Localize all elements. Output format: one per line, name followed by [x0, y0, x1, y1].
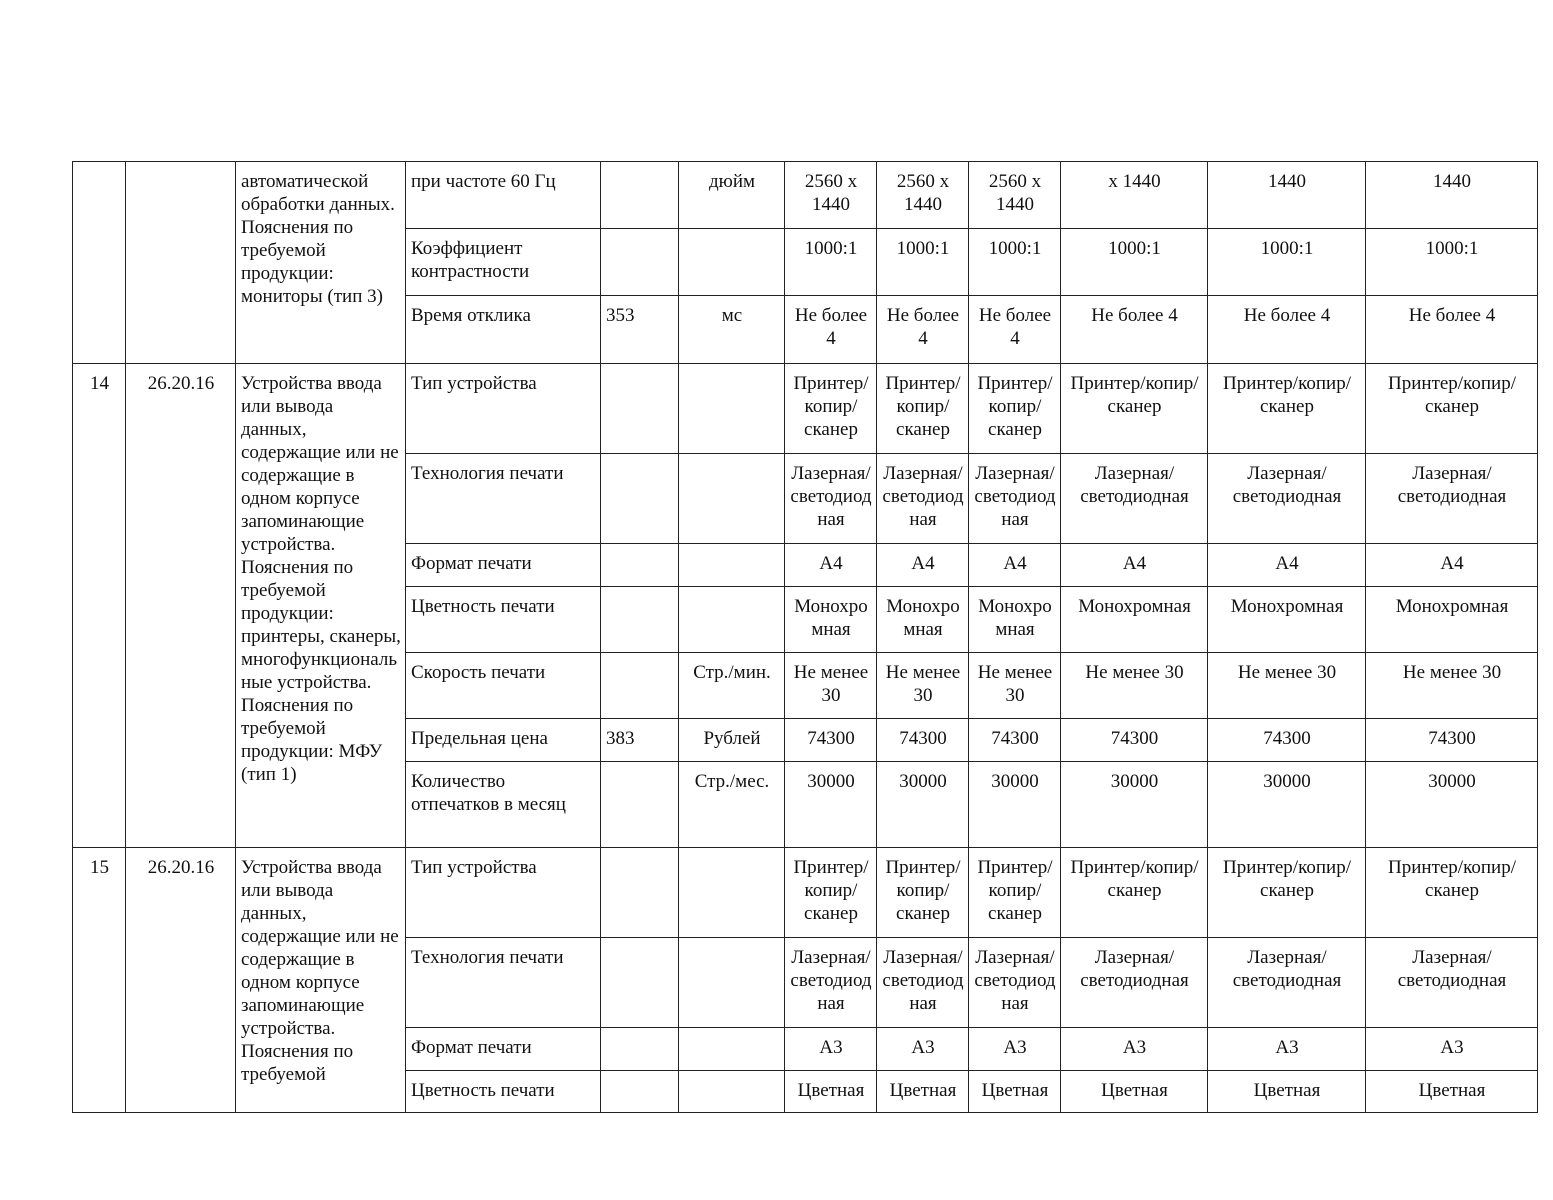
value-cell: 1440	[1366, 162, 1538, 229]
characteristic-label: Формат печати	[406, 1028, 601, 1071]
value-cell: Лазерная/светодиодная	[1061, 938, 1208, 1028]
characteristic-label: Скорость печати	[406, 653, 601, 719]
value-cell: 30000	[1061, 762, 1208, 848]
unit-cell: Стр./мин.	[679, 653, 785, 719]
value-cell: 74300	[1208, 719, 1366, 762]
value-cell: Принтер/копир/сканер	[785, 364, 877, 454]
value-cell: А3	[785, 1028, 877, 1071]
unit-cell	[679, 544, 785, 587]
value-cell: 1000:1	[1061, 229, 1208, 296]
unit-cell	[679, 587, 785, 653]
row-number-cell	[73, 162, 126, 364]
value-cell: 30000	[785, 762, 877, 848]
unit-cell	[679, 848, 785, 938]
product-name-cell: Устройства ввода или вывода данных, содержащие или не содержащие в одном корпусе запоминающие устройства. Пояснения по требуемой продукции: принтеры, сканеры, многофункциональные устройства. Пояснения по требуемой продукции: МФУ (тип 1)	[236, 364, 406, 848]
value-cell: Цветная	[969, 1071, 1061, 1113]
unit-cell	[679, 454, 785, 544]
unit-cell	[679, 938, 785, 1028]
product-name-cell: автоматической обработки данных. Пояснения по требуемой продукции: мониторы (тип 3)	[236, 162, 406, 364]
value-cell: Не более 4	[969, 296, 1061, 364]
okei-code-cell	[601, 544, 679, 587]
value-cell: 30000	[969, 762, 1061, 848]
value-cell: Не более 4	[785, 296, 877, 364]
value-cell: А4	[1366, 544, 1538, 587]
value-cell: Принтер/копир/сканер	[1061, 364, 1208, 454]
value-cell: Цветная	[1366, 1071, 1538, 1113]
okei-code-cell	[601, 653, 679, 719]
value-cell: Не менее 30	[1061, 653, 1208, 719]
value-cell: Лазерная/светодиодная	[785, 938, 877, 1028]
value-cell: 74300	[1366, 719, 1538, 762]
value-cell: 2560 х 1440	[969, 162, 1061, 229]
unit-cell: дюйм	[679, 162, 785, 229]
value-cell: Лазерная/светодиодная	[1061, 454, 1208, 544]
value-cell: Не более 4	[1366, 296, 1538, 364]
characteristic-label: Предельная цена	[406, 719, 601, 762]
value-cell: Лазерная/светодиодная	[1208, 938, 1366, 1028]
table-row	[73, 848, 1538, 938]
value-cell: Монохромная	[1366, 587, 1538, 653]
characteristic-label: при частоте 60 Гц	[406, 162, 601, 229]
characteristic-label: Технология печати	[406, 938, 601, 1028]
okei-code-cell	[601, 1028, 679, 1071]
value-cell: А3	[1366, 1028, 1538, 1071]
requirements-table	[72, 161, 1538, 1113]
characteristic-label: Количество отпечатков в месяц	[406, 762, 601, 848]
value-cell: 1000:1	[1208, 229, 1366, 296]
value-cell: Принтер/копир/сканер	[877, 364, 969, 454]
product-name-cell: Устройства ввода или вывода данных, содержащие или не содержащие в одном корпусе запоминающие устройства. Пояснения по требуемой	[236, 848, 406, 1113]
okei-code-cell	[601, 762, 679, 848]
value-cell: А3	[1208, 1028, 1366, 1071]
value-cell: Не менее 30	[1366, 653, 1538, 719]
characteristic-label: Коэффициент контрастности	[406, 229, 601, 296]
value-cell: Цветная	[785, 1071, 877, 1113]
value-cell: Лазерная/светодиодная	[877, 454, 969, 544]
okei-code-cell	[601, 229, 679, 296]
value-cell: 2560 х 1440	[877, 162, 969, 229]
okei-code-cell	[601, 162, 679, 229]
value-cell: Цветная	[877, 1071, 969, 1113]
value-cell: Не более 4	[1208, 296, 1366, 364]
unit-cell	[679, 229, 785, 296]
value-cell: Лазерная/светодиодная	[1366, 454, 1538, 544]
okei-code-cell	[601, 848, 679, 938]
value-cell: А3	[1061, 1028, 1208, 1071]
characteristic-label: Технология печати	[406, 454, 601, 544]
unit-cell	[679, 1071, 785, 1113]
value-cell: Принтер/копир/сканер	[1208, 848, 1366, 938]
value-cell: Монохромная	[969, 587, 1061, 653]
value-cell: 30000	[877, 762, 969, 848]
value-cell: А4	[1208, 544, 1366, 587]
value-cell: Принтер/копир/сканер	[1208, 364, 1366, 454]
value-cell: Лазерная/светодиодная	[785, 454, 877, 544]
value-cell: Монохромная	[785, 587, 877, 653]
value-cell: Лазерная/светодиодная	[969, 938, 1061, 1028]
value-cell: Лазерная/светодиодная	[969, 454, 1061, 544]
characteristic-label: Формат печати	[406, 544, 601, 587]
value-cell: А3	[877, 1028, 969, 1071]
value-cell: Монохромная	[1061, 587, 1208, 653]
value-cell: 1000:1	[785, 229, 877, 296]
okei-code-cell: 353	[601, 296, 679, 364]
characteristic-label: Время отклика	[406, 296, 601, 364]
value-cell: А4	[1061, 544, 1208, 587]
value-cell: А4	[785, 544, 877, 587]
value-cell: Принтер/копир/сканер	[1061, 848, 1208, 938]
value-cell: Принтер/копир/сканер	[877, 848, 969, 938]
unit-cell	[679, 364, 785, 454]
value-cell: Монохромная	[877, 587, 969, 653]
value-cell: А3	[969, 1028, 1061, 1071]
value-cell: Не менее 30	[1208, 653, 1366, 719]
characteristic-label: Тип устройства	[406, 848, 601, 938]
value-cell: Не менее 30	[785, 653, 877, 719]
value-cell: Не менее 30	[969, 653, 1061, 719]
value-cell: Принтер/копир/сканер	[969, 848, 1061, 938]
value-cell: 1000:1	[969, 229, 1061, 296]
okei-code-cell: 383	[601, 719, 679, 762]
value-cell: Лазерная/светодиодная	[1208, 454, 1366, 544]
characteristic-label: Цветность печати	[406, 587, 601, 653]
value-cell: 1000:1	[877, 229, 969, 296]
unit-cell: мс	[679, 296, 785, 364]
value-cell: Принтер/копир/сканер	[785, 848, 877, 938]
value-cell: Монохромная	[1208, 587, 1366, 653]
okpd-code-cell: 26.20.16	[126, 364, 236, 848]
value-cell: Принтер/копир/сканер	[969, 364, 1061, 454]
unit-cell: Стр./мес.	[679, 762, 785, 848]
okpd-code-cell: 26.20.16	[126, 848, 236, 1113]
value-cell: 30000	[1208, 762, 1366, 848]
characteristic-label: Цветность печати	[406, 1071, 601, 1113]
row-number-cell: 14	[73, 364, 126, 848]
value-cell: 30000	[1366, 762, 1538, 848]
characteristic-label: Тип устройства	[406, 364, 601, 454]
value-cell: Цветная	[1208, 1071, 1366, 1113]
value-cell: 74300	[969, 719, 1061, 762]
value-cell: 74300	[877, 719, 969, 762]
value-cell: Цветная	[1061, 1071, 1208, 1113]
okei-code-cell	[601, 364, 679, 454]
value-cell: Лазерная/светодиодная	[1366, 938, 1538, 1028]
value-cell: Принтер/копир/сканер	[1366, 848, 1538, 938]
value-cell: А4	[969, 544, 1061, 587]
value-cell: Не менее 30	[877, 653, 969, 719]
unit-cell: Рублей	[679, 719, 785, 762]
value-cell: А4	[877, 544, 969, 587]
value-cell: Не более 4	[877, 296, 969, 364]
value-cell: 1440	[1208, 162, 1366, 229]
okei-code-cell	[601, 938, 679, 1028]
value-cell: х 1440	[1061, 162, 1208, 229]
table-row	[73, 162, 1538, 229]
table-row	[73, 364, 1538, 454]
value-cell: 74300	[785, 719, 877, 762]
okei-code-cell	[601, 1071, 679, 1113]
value-cell: Не более 4	[1061, 296, 1208, 364]
value-cell: 74300	[1061, 719, 1208, 762]
unit-cell	[679, 1028, 785, 1071]
value-cell: 1000:1	[1366, 229, 1538, 296]
okei-code-cell	[601, 587, 679, 653]
row-number-cell: 15	[73, 848, 126, 1113]
value-cell: Принтер/копир/сканер	[1366, 364, 1538, 454]
okei-code-cell	[601, 454, 679, 544]
okpd-code-cell	[126, 162, 236, 364]
value-cell: Лазерная/светодиодная	[877, 938, 969, 1028]
value-cell: 2560 х 1440	[785, 162, 877, 229]
